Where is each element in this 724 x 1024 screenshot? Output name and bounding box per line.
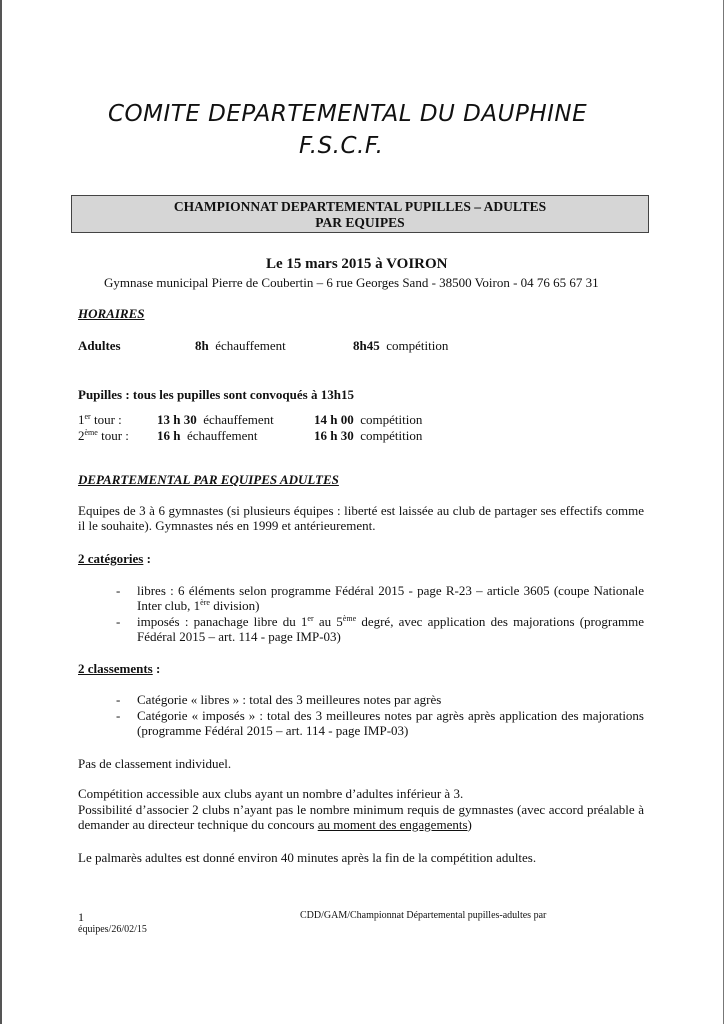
championship-title-box (71, 195, 649, 233)
footer-doc-ref: CDD/GAM/Championnat Départemental pupilles-adultes par (300, 910, 547, 921)
category-imposes-sup1: er (307, 614, 314, 623)
tour1-suffix: tour : (90, 412, 122, 427)
tour1-comp-label: compétition (360, 412, 423, 427)
adultes-comp-time: 8h45 (353, 338, 380, 353)
championship-title-line1: CHAMPIONNAT DEPARTEMENTAL PUPILLES – ADULTES (173, 199, 547, 214)
categories-heading-text: 2 catégories (78, 551, 144, 566)
tour1-warmup-label: échauffement (203, 412, 274, 427)
tour2-warmup-label: échauffement (186, 428, 258, 443)
tour1-warmup (157, 412, 274, 427)
adultes-warmup-time: 8h (195, 338, 209, 353)
horaires-heading: HORAIRES (78, 306, 145, 321)
classements-heading (78, 661, 160, 676)
categories-heading (78, 551, 151, 566)
possibility-underlined: au moment des engagements (317, 817, 468, 832)
category-libres-end: division) (209, 598, 260, 613)
category-imposes (137, 614, 644, 644)
classement-libres: Catégorie « libres » : total des 3 meilleures notes par agrès (137, 692, 442, 707)
palmares-note: Le palmarès adultes est donné environ 40 minutes après la fin de la compétition adultes. (78, 850, 537, 865)
footer-doc-ref-cont: équipes/26/02/15 (78, 924, 147, 935)
tour2-suffix: tour : (97, 428, 129, 443)
championship-title-line2: PAR EQUIPES (315, 215, 405, 230)
tour1-number: 1 (78, 412, 85, 427)
tour2-sup: ème (84, 428, 98, 437)
adultes-intro: Equipes de 3 à 6 gymnastes (si plusieurs équipes : liberté est laissée au club de partager ses effectifs comme il le souhaite). Gymnastes nés en 1999 et antérieurement. (78, 503, 644, 533)
tour2-label (78, 428, 129, 443)
bullet-dash-4: - (116, 708, 121, 723)
tour1-sup: er (84, 412, 91, 421)
categories-heading-colon: : (143, 551, 151, 566)
event-date-place: Le 15 mars 2015 à VOIRON (266, 256, 448, 272)
category-imposes-text-a: imposés : panachage libre du 1 (137, 614, 308, 629)
possibility-close: ) (467, 817, 472, 832)
classements-heading-colon: : (152, 661, 161, 676)
possibility-text: Possibilité d’associer 2 clubs n’ayant pas le nombre minimum requis de gymnastes (avec accord préalable à demander au directeur technique du concours (78, 802, 644, 832)
adultes-warmup (195, 338, 286, 353)
no-individual-ranking: Pas de classement individuel. (78, 756, 232, 771)
category-libres-sup: ère (200, 598, 210, 607)
category-imposes-sup2: ème (342, 614, 357, 623)
tour1-comp-time: 14 h 00 (314, 412, 354, 427)
pupilles-note: Pupilles : tous les pupilles sont convoqués à 13h15 (78, 387, 354, 402)
event-address: Gymnase municipal Pierre de Coubertin – 6 rue Georges Sand - 38500 Voiron - 04 76 65 67 31 (104, 275, 599, 290)
category-libres (137, 583, 644, 613)
tour2-warmup-time: 16 h (157, 428, 181, 443)
classement-imposes: Catégorie « imposés » : total des 3 meilleures notes par agrès après application des majorations (programme Fédéral 2015 – art. 114 - page IMP-03) (137, 708, 644, 738)
adultes-label: Adultes (78, 338, 121, 353)
tour2-warmup (157, 428, 257, 443)
category-libres-text: libres : 6 éléments selon programme Fédéral 2015 - page R-23 – article 3605 (coupe Nationale Inter club, 1 (137, 583, 644, 613)
accessible-note: Compétition accessible aux clubs ayant un nombre d’adultes inférieur à 3. (78, 786, 464, 801)
tour1-competition (314, 412, 422, 427)
classements-heading-text: 2 classements (78, 661, 153, 676)
tour2-competition (314, 428, 422, 443)
org-subtitle: F.S.C.F. (299, 133, 384, 159)
page-number: 1 (78, 910, 84, 924)
comp-label: compétition (386, 338, 449, 353)
category-imposes-text-b: au 5 (313, 614, 343, 629)
tour2-number: 2 (78, 428, 85, 443)
bullet-dash-3: - (116, 692, 121, 707)
warmup-label: échauffement (215, 338, 286, 353)
page-left-edge (0, 0, 2, 1024)
category-imposes-text-c: degré, avec application des majorations (programme Fédéral 2015 – art. 114 - page IMP-03) (137, 614, 644, 644)
bullet-dash-2: - (116, 614, 121, 629)
tour2-comp-time: 16 h 30 (314, 428, 354, 443)
tour2-comp-label: compétition (360, 428, 423, 443)
possibility-note (78, 802, 644, 832)
bullet-dash-1: - (116, 583, 121, 598)
org-title: COMITE DEPARTEMENTAL DU DAUPHINE (108, 101, 588, 127)
tour1-label (78, 412, 122, 427)
tour1-warmup-time: 13 h 30 (157, 412, 197, 427)
adultes-competition (353, 338, 448, 353)
adultes-section-heading: DEPARTEMENTAL PAR EQUIPES ADULTES (78, 472, 339, 487)
